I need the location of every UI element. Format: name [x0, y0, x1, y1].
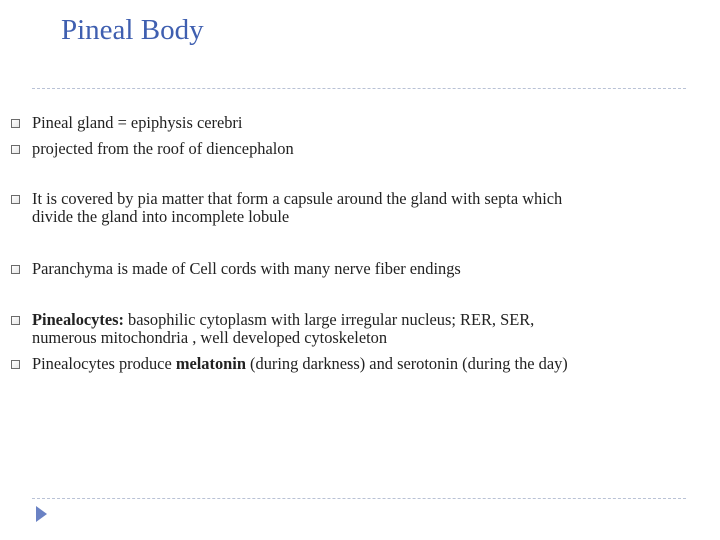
checkbox-square-icon	[11, 195, 20, 204]
bottom-divider	[32, 498, 686, 499]
slide-title: Pineal Body	[61, 14, 204, 46]
bullet-text: Paranchyma is made of Cell cords with many nerve fiber endings	[32, 259, 461, 278]
bullet-text	[32, 355, 702, 373]
bullet-rest: basophilic cytoplasm with large irregular nucleus; RER, SER, numerous mitochondria , well developed cytoskeleton	[32, 310, 535, 347]
bullet-bold-term: Pinealocytes:	[32, 310, 124, 329]
checkbox-square-icon	[11, 265, 20, 274]
checkbox-square-icon	[11, 316, 20, 325]
checkbox-square-icon	[11, 145, 20, 154]
bullet-text-before: Pinealocytes produce	[32, 354, 176, 373]
bullet-text: It is covered by pia matter that form a capsule around the gland with septa which divide the gland into incomplete lobule	[32, 189, 563, 226]
bullet-bold-term: melatonin	[175, 354, 246, 373]
bullet-text	[32, 311, 702, 347]
checkbox-square-icon	[11, 360, 20, 369]
checkbox-square-icon	[11, 119, 20, 128]
bullet-text: projected from the roof of diencephalon	[32, 139, 294, 158]
bullet-text: Pineal gland = epiphysis cerebri	[32, 113, 243, 132]
bullet-text-after: (during darkness) and serotonin (during the day)	[245, 354, 568, 373]
play-triangle-icon[interactable]	[36, 506, 47, 522]
